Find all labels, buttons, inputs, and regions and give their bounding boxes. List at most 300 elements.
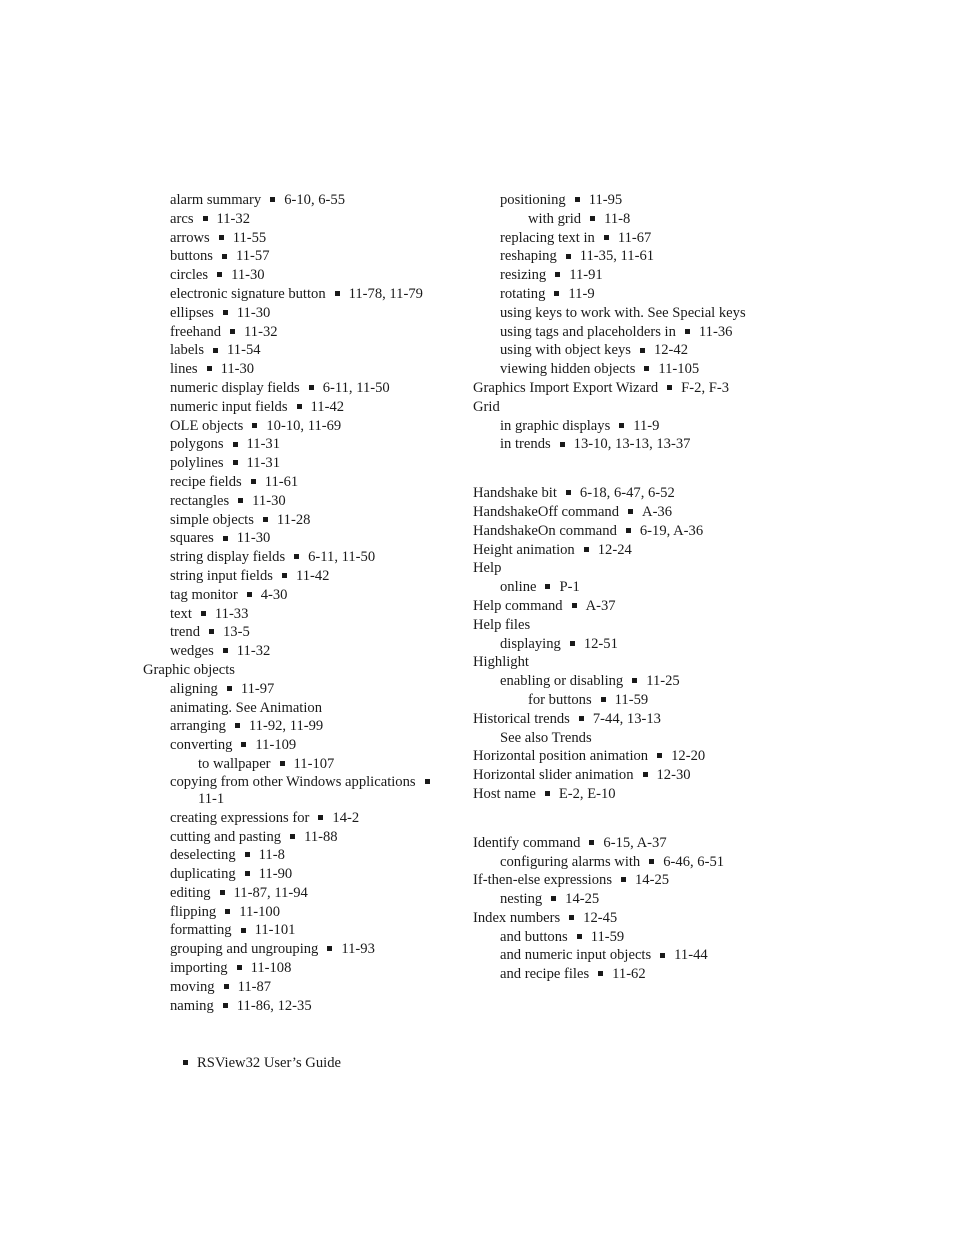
bullet-icon xyxy=(555,272,560,277)
index-entry xyxy=(143,661,453,680)
index-page-refs: 11-59 xyxy=(590,928,625,945)
index-term: text xyxy=(170,605,192,622)
index-entry xyxy=(473,729,773,748)
index-term: string display fields xyxy=(170,549,286,566)
bullet-icon xyxy=(282,573,287,578)
index-page-refs: 6-11, 11-50 xyxy=(322,379,390,396)
bullet-icon xyxy=(572,603,577,608)
index-term: to wallpaper xyxy=(198,755,271,772)
index-entry xyxy=(473,247,773,266)
index-term: buttons xyxy=(170,248,213,265)
index-page-refs: 11-78, 11-79 xyxy=(348,285,423,302)
bullet-icon xyxy=(318,815,323,820)
index-entry xyxy=(143,266,453,285)
index-entry xyxy=(143,717,453,736)
index-term: moving xyxy=(170,978,215,995)
bullet-icon xyxy=(222,254,227,259)
index-entry xyxy=(473,210,773,229)
index-entry xyxy=(473,672,773,691)
index-entry xyxy=(473,691,773,710)
bullet-icon xyxy=(590,216,595,221)
index-term: importing xyxy=(170,960,228,977)
index-term: labels xyxy=(170,342,205,359)
index-term: Identify command xyxy=(473,834,581,851)
bullet-icon xyxy=(335,291,340,296)
index-term: rotating xyxy=(500,285,546,302)
index-entry xyxy=(143,755,453,774)
index-term: arrows xyxy=(170,229,210,246)
index-entry xyxy=(143,473,453,492)
index-page-refs: 11-30 xyxy=(236,304,271,321)
bullet-icon xyxy=(566,254,571,259)
index-page-refs: 11-62 xyxy=(612,966,646,983)
index-entry xyxy=(143,774,453,809)
bullet-icon xyxy=(220,890,225,895)
index-entry xyxy=(143,247,453,266)
index-page-refs: 11-28 xyxy=(276,511,311,528)
index-term: positioning xyxy=(500,192,566,208)
index-page-refs: 6-46, 6-51 xyxy=(663,853,725,870)
bullet-icon xyxy=(252,423,257,428)
index-term: animating. See Animation xyxy=(170,699,322,716)
index-page-refs: 11-108 xyxy=(250,960,292,977)
index-page-refs: A-36 xyxy=(642,503,673,520)
index-entry xyxy=(473,522,773,541)
bullet-icon xyxy=(575,197,580,202)
bullet-icon xyxy=(238,498,243,503)
index-page-refs: 12-24 xyxy=(597,541,632,558)
bullet-icon xyxy=(551,896,556,901)
index-term: electronic signature button xyxy=(170,285,326,302)
index-page-refs: 11-30 xyxy=(252,492,286,509)
index-term: See also Trends xyxy=(500,729,592,746)
bullet-icon xyxy=(425,779,430,784)
index-term: Index numbers xyxy=(473,909,561,926)
index-page-refs: 6-19, A-36 xyxy=(639,522,704,539)
bullet-icon xyxy=(628,509,633,514)
index-term: tag monitor xyxy=(170,586,238,603)
index-term: Graphic objects xyxy=(143,661,235,678)
index-entry xyxy=(473,834,773,853)
index-term: editing xyxy=(170,884,211,901)
index-entry xyxy=(473,747,773,766)
index-entry xyxy=(143,398,453,417)
bullet-icon xyxy=(660,953,665,958)
index-term: resizing xyxy=(500,267,547,284)
bullet-icon xyxy=(619,423,624,428)
index-entry xyxy=(143,285,453,304)
index-entry xyxy=(143,921,453,940)
index-page-refs: 11-30 xyxy=(220,361,255,378)
index-page-refs: 13-5 xyxy=(223,624,250,641)
index-page-refs: 12-51 xyxy=(583,635,618,652)
bullet-icon xyxy=(237,965,242,970)
index-entry xyxy=(143,323,453,342)
index-term: squares xyxy=(170,530,214,547)
index-page-refs: 11-87 xyxy=(237,978,272,995)
index-term: aligning xyxy=(170,680,218,697)
index-page-refs: 11-88 xyxy=(304,828,338,845)
index-entry xyxy=(143,454,453,473)
index-term: viewing hidden objects xyxy=(500,361,636,378)
bullet-icon xyxy=(233,460,238,465)
index-page-refs: 11-61 xyxy=(264,473,299,490)
bullet-icon xyxy=(566,490,571,495)
index-entry xyxy=(473,909,773,928)
bullet-icon xyxy=(644,366,649,371)
bullet-icon xyxy=(241,928,246,933)
index-entry xyxy=(143,529,453,548)
index-entry xyxy=(143,435,453,454)
bullet-icon xyxy=(601,697,606,702)
index-entry xyxy=(473,559,773,578)
index-term: Grid xyxy=(473,398,500,415)
index-term: alarm summary xyxy=(170,192,262,208)
index-column-right xyxy=(473,191,773,984)
bullet-icon xyxy=(219,235,224,240)
bullet-icon xyxy=(545,584,550,589)
index-term: arranging xyxy=(170,718,226,735)
index-term: numeric display fields xyxy=(170,379,300,396)
bullet-icon xyxy=(270,197,275,202)
index-term: copying from other Windows applications xyxy=(170,773,416,790)
index-term: enabling or disabling xyxy=(500,673,624,690)
index-page-refs: 6-11, 11-50 xyxy=(308,549,376,566)
page-footer xyxy=(183,1054,341,1072)
index-page-refs: 11-30 xyxy=(231,267,265,284)
index-page-refs: 11-57 xyxy=(235,248,270,265)
index-term: Host name xyxy=(473,785,536,802)
index-page-refs: 4-30 xyxy=(260,586,288,603)
index-page-refs: 14-25 xyxy=(565,891,600,908)
index-page-refs: 11-93 xyxy=(341,941,375,958)
index-term: cutting and pasting xyxy=(170,828,282,845)
bullet-icon xyxy=(604,235,609,240)
index-page-refs: 11-87, 11-94 xyxy=(233,884,308,901)
index-page-refs: 12-30 xyxy=(656,767,691,784)
index-term: Help command xyxy=(473,597,563,614)
index-entry xyxy=(473,360,773,379)
bullet-icon xyxy=(245,871,250,876)
bullet-icon xyxy=(251,479,256,484)
index-term: reshaping xyxy=(500,248,557,265)
index-page-refs: 11-92, 11-99 xyxy=(248,718,324,735)
bullet-icon xyxy=(621,877,626,882)
index-term: ellipses xyxy=(170,304,214,321)
bullet-icon xyxy=(233,442,238,447)
index-term: string input fields xyxy=(170,567,273,584)
index-term: nesting xyxy=(500,891,543,908)
index-term: with grid xyxy=(528,210,582,227)
index-entry xyxy=(473,191,773,210)
index-page-refs: 11-9 xyxy=(633,417,660,434)
index-page-refs: 10-10, 11-69 xyxy=(266,417,342,434)
index-entry xyxy=(143,492,453,511)
index-entry xyxy=(473,785,773,804)
index-page-refs: 13-10, 13-13, 13-37 xyxy=(573,436,691,453)
index-entry xyxy=(143,736,453,755)
index-term: grouping and ungrouping xyxy=(170,941,319,958)
index-entry xyxy=(143,884,453,903)
index-term: displaying xyxy=(500,635,561,652)
bullet-icon xyxy=(223,310,228,315)
index-entry xyxy=(143,940,453,959)
bullet-icon xyxy=(217,272,222,277)
index-term: Horizontal slider animation xyxy=(473,767,634,784)
index-page-refs: 14-2 xyxy=(332,809,360,826)
footer-title: RSView32 User’s Guide xyxy=(197,1055,341,1071)
index-term: circles xyxy=(170,267,209,284)
index-entry xyxy=(473,266,773,285)
index-page-refs: 7-44, 13-13 xyxy=(592,710,661,727)
index-page-refs: 11-44 xyxy=(674,947,708,964)
index-term: using with object keys xyxy=(500,342,631,359)
index-entry xyxy=(143,997,453,1016)
index-page-refs: 11-32 xyxy=(216,210,251,227)
bullet-icon xyxy=(280,761,285,766)
index-term: Height animation xyxy=(473,541,575,558)
index-page-refs: A-37 xyxy=(585,597,616,614)
bullet-icon xyxy=(657,753,662,758)
bullet-icon xyxy=(626,528,631,533)
index-term: simple objects xyxy=(170,511,254,528)
index-page-refs: 11-109 xyxy=(255,737,297,754)
index-entry xyxy=(143,586,453,605)
bullet-icon xyxy=(207,366,212,371)
index-page-refs: 14-25 xyxy=(635,872,670,889)
index-entry xyxy=(143,828,453,847)
index-term: and buttons xyxy=(500,928,568,945)
index-entry xyxy=(473,597,773,616)
index-entry xyxy=(473,928,773,947)
section-gap xyxy=(473,454,773,484)
index-entry xyxy=(473,484,773,503)
index-entry xyxy=(473,304,773,323)
index-term: replacing text in xyxy=(500,229,595,246)
index-page-refs: 6-10, 6-55 xyxy=(284,192,345,208)
index-entry xyxy=(473,323,773,342)
index-entry xyxy=(143,605,453,624)
index-entry xyxy=(473,965,773,984)
index-entry xyxy=(473,229,773,248)
bullet-icon xyxy=(223,536,228,541)
index-term: formatting xyxy=(170,922,232,939)
index-term: recipe fields xyxy=(170,473,242,490)
bullet-icon xyxy=(183,1060,188,1065)
index-entry xyxy=(473,503,773,522)
index-entry xyxy=(143,417,453,436)
bullet-icon xyxy=(577,934,582,939)
index-entry xyxy=(143,379,453,398)
index-entry xyxy=(143,699,453,718)
index-term: HandshakeOn command xyxy=(473,522,617,539)
index-term: trend xyxy=(170,624,200,641)
bullet-icon xyxy=(554,291,559,296)
bullet-icon xyxy=(213,348,218,353)
index-term: polylines xyxy=(170,455,224,472)
bullet-icon xyxy=(230,329,235,334)
index-entry xyxy=(473,341,773,360)
index-term: creating expressions for xyxy=(170,809,310,826)
index-entry xyxy=(473,871,773,890)
index-page-refs: 11-90 xyxy=(258,866,293,883)
index-entry xyxy=(473,653,773,672)
bullet-icon xyxy=(297,404,302,409)
bullet-icon xyxy=(203,216,208,221)
index-page-refs: P-1 xyxy=(559,579,580,596)
bullet-icon xyxy=(309,385,314,390)
bullet-icon xyxy=(224,984,229,989)
index-column-left xyxy=(143,191,453,1015)
index-entry xyxy=(143,642,453,661)
index-entry xyxy=(143,229,453,248)
index-term: in graphic displays xyxy=(500,417,611,434)
bullet-icon xyxy=(640,348,645,353)
bullet-icon xyxy=(643,772,648,777)
bullet-icon xyxy=(294,554,299,559)
bullet-icon xyxy=(245,852,250,857)
index-page-refs: 12-20 xyxy=(671,748,706,765)
index-term: rectangles xyxy=(170,492,230,509)
index-page-refs: 6-15, A-37 xyxy=(603,834,667,851)
index-term: using keys to work with. See Special keys xyxy=(500,304,746,321)
index-entry xyxy=(143,978,453,997)
bullet-icon xyxy=(225,909,230,914)
index-page-refs: 11-54 xyxy=(227,342,261,359)
index-entry xyxy=(473,710,773,729)
index-page-refs: F-2, F-3 xyxy=(681,379,730,396)
bullet-icon xyxy=(649,859,654,864)
index-page-refs: 11-8 xyxy=(258,847,285,864)
index-term: Help xyxy=(473,560,502,577)
bullet-icon xyxy=(223,648,228,653)
index-entry xyxy=(473,890,773,909)
bullet-icon xyxy=(263,517,268,522)
index-entry xyxy=(143,809,453,828)
index-page-refs: 11-32 xyxy=(244,323,278,340)
index-page-refs: 11-95 xyxy=(588,192,623,208)
index-term: Historical trends xyxy=(473,710,570,727)
index-term: and numeric input objects xyxy=(500,947,652,964)
bullet-icon xyxy=(569,915,574,920)
index-term: lines xyxy=(170,361,198,378)
index-entry xyxy=(143,304,453,323)
bullet-icon xyxy=(584,547,589,552)
index-page-refs: 11-30 xyxy=(236,530,271,547)
index-entry xyxy=(473,285,773,304)
index-page-refs: 11-1 xyxy=(198,791,225,808)
index-entry xyxy=(473,946,773,965)
index-page-refs: 11-91 xyxy=(569,267,603,284)
index-page-refs: 11-33 xyxy=(214,605,249,622)
index-term: Highlight xyxy=(473,654,529,671)
index-term: configuring alarms with xyxy=(500,853,641,870)
index-term: using tags and placeholders in xyxy=(500,323,676,340)
index-entry xyxy=(143,865,453,884)
index-entry xyxy=(143,903,453,922)
index-entry xyxy=(473,435,773,454)
index-entry xyxy=(143,191,453,210)
index-term: duplicating xyxy=(170,866,236,883)
index-page-refs: 11-55 xyxy=(232,229,267,246)
index-term: arcs xyxy=(170,210,194,227)
index-page-refs: 11-8 xyxy=(604,210,631,227)
index-entry xyxy=(143,341,453,360)
index-term: and recipe files xyxy=(500,966,590,983)
index-entry xyxy=(473,578,773,597)
index-term: If-then-else expressions xyxy=(473,872,612,889)
index-entry xyxy=(143,846,453,865)
index-term: in trends xyxy=(500,436,551,453)
index-entry xyxy=(473,616,773,635)
index-page-refs: 11-101 xyxy=(254,922,296,939)
index-entry xyxy=(143,623,453,642)
index-page-refs: 11-105 xyxy=(658,361,700,378)
index-page-refs: 11-31 xyxy=(246,455,281,472)
index-entry xyxy=(143,680,453,699)
index-entry xyxy=(143,511,453,530)
index-entry xyxy=(473,853,773,872)
bullet-icon xyxy=(570,641,575,646)
index-entry xyxy=(473,417,773,436)
bullet-icon xyxy=(598,971,603,976)
index-term: Horizontal position animation xyxy=(473,748,649,765)
bullet-icon xyxy=(223,1003,228,1008)
index-entry xyxy=(473,379,773,398)
section-gap xyxy=(473,804,773,834)
index-term: polygons xyxy=(170,436,224,453)
index-entry xyxy=(473,541,773,560)
index-term: flipping xyxy=(170,903,217,920)
index-entry xyxy=(473,766,773,785)
bullet-icon xyxy=(201,611,206,616)
index-page-refs: 11-42 xyxy=(310,398,345,415)
index-page-refs: E-2, E-10 xyxy=(558,785,616,802)
index-page-refs: 11-86, 12-35 xyxy=(236,997,312,1014)
index-page-refs: 11-36 xyxy=(698,323,733,340)
bullet-icon xyxy=(209,629,214,634)
index-term: Handshake bit xyxy=(473,485,557,502)
index-term: naming xyxy=(170,997,214,1014)
index-entry xyxy=(143,959,453,978)
index-page-refs: 11-9 xyxy=(568,285,595,302)
index-term: numeric input fields xyxy=(170,398,288,415)
bullet-icon xyxy=(545,791,550,796)
index-page-refs: 11-42 xyxy=(295,567,330,584)
bullet-icon xyxy=(290,834,295,839)
index-term: Graphics Import Export Wizard xyxy=(473,379,659,396)
index-term: converting xyxy=(170,737,233,754)
index-page-refs: 11-31 xyxy=(246,436,281,453)
bullet-icon xyxy=(327,946,332,951)
index-page-refs: 11-35, 11-61 xyxy=(579,248,655,265)
index-page-refs: 12-45 xyxy=(583,909,618,926)
index-term: online xyxy=(500,579,537,596)
index-page-refs: 11-25 xyxy=(646,673,680,690)
index-term: Help files xyxy=(473,616,531,633)
bullet-icon xyxy=(589,840,594,845)
index-term: for buttons xyxy=(528,691,592,708)
index-entry xyxy=(143,360,453,379)
bullet-icon xyxy=(579,716,584,721)
index-entry xyxy=(473,398,773,417)
index-term: deselecting xyxy=(170,847,236,864)
index-page-refs: 6-18, 6-47, 6-52 xyxy=(579,485,675,502)
index-entry xyxy=(473,635,773,654)
index-term: OLE objects xyxy=(170,417,244,434)
bullet-icon xyxy=(227,686,232,691)
index-entry xyxy=(143,548,453,567)
